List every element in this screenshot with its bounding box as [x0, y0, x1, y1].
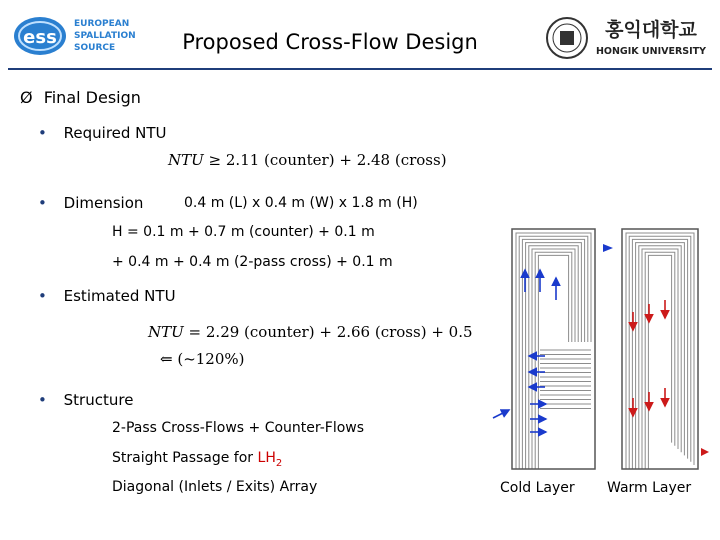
bullet-icon: • — [38, 194, 47, 212]
dimension-label: Dimension — [63, 194, 144, 212]
estimated-ntu-label: Estimated NTU — [63, 287, 176, 305]
arrow-bullet-icon: Ø — [20, 88, 33, 107]
ess-logo-line2: SPALLATION — [74, 31, 136, 41]
structure-line2-lh: LH — [257, 450, 276, 466]
warm-passage-line — [632, 239, 687, 469]
cold-layer-passages — [516, 233, 591, 469]
item-structure — [38, 391, 133, 409]
bullet-icon: • — [38, 391, 47, 409]
cold-layer-label: Cold Layer — [500, 480, 575, 496]
item-estimated-ntu — [38, 287, 176, 305]
warm-passage-line — [648, 255, 671, 469]
ntu-estimated-lhs: NTU — [148, 323, 184, 341]
cold-outlet-arrow — [603, 244, 613, 252]
height-breakdown-line2: + 0.4 m + 0.4 m (2-pass cross) + 0.1 m — [112, 254, 393, 270]
ess-logo-line3: SOURCE — [74, 43, 116, 53]
dimension-value: 0.4 m (L) x 0.4 m (W) x 1.8 m (H) — [184, 195, 418, 211]
section-heading — [20, 88, 141, 107]
required-ntu-label: Required NTU — [63, 124, 167, 142]
cold-passage-line — [529, 246, 578, 469]
hongik-seal-icon — [545, 14, 715, 62]
ess-logo-mark — [10, 14, 150, 58]
warm-passage-line — [636, 243, 685, 469]
structure-line3: Diagonal (Inlets / Exits) Array — [112, 479, 318, 495]
cold-passage-line — [538, 255, 568, 469]
hongik-logo-english: HONGIK UNIVERSITY — [595, 46, 707, 57]
structure-line2-prefix: Straight Passage for — [112, 450, 258, 466]
item-dimension — [38, 194, 143, 212]
structure-line2 — [112, 450, 282, 469]
warm-layer-passages — [626, 233, 694, 469]
bullet-icon: • — [38, 124, 47, 142]
warm-inlet-arrow — [701, 448, 709, 456]
ess-logo-letters: ess — [23, 27, 57, 48]
cold-layer-frame — [512, 229, 595, 469]
warm-passage-line — [642, 249, 678, 469]
blue-flow-arrow — [493, 410, 509, 418]
ntu-required-lhs: NTU — [168, 151, 204, 169]
ntu-required-rhs: ≥ 2.11 (counter) + 2.48 (cross) — [203, 151, 447, 169]
ess-logo-line1: EUROPEAN — [74, 19, 130, 29]
ntu-estimated-rhs: = 2.29 (counter) + 2.66 (cross) + 0.5 — [183, 323, 473, 341]
warm-passage-line — [645, 252, 675, 469]
bullet-icon: • — [38, 287, 47, 305]
cold-passage-line — [516, 233, 591, 469]
warm-layer-label: Warm Layer — [607, 480, 692, 496]
hongik-logo-korean: 홍익대학교 — [605, 19, 697, 41]
layer-diagram — [485, 222, 715, 477]
hongik-logo — [545, 14, 715, 62]
ess-logo — [10, 14, 150, 58]
height-breakdown-line1: H = 0.1 m + 0.7 m (counter) + 0.1 m — [112, 224, 375, 240]
header-divider — [8, 68, 712, 70]
structure-label: Structure — [63, 391, 134, 409]
section-heading-text: Final Design — [43, 88, 141, 107]
ntu-estimated-equation — [148, 323, 473, 341]
page-title: Proposed Cross-Flow Design — [182, 30, 478, 54]
structure-line2-subscript: 2 — [275, 457, 283, 469]
warm-passage-line — [626, 233, 694, 469]
cold-passage-line — [519, 236, 588, 469]
ntu-estimated-note: ⇐ (~120%) — [160, 350, 245, 368]
item-required-ntu — [38, 124, 167, 142]
warm-layer-frame — [622, 229, 698, 469]
ntu-required-equation — [168, 151, 447, 169]
structure-line1: 2-Pass Cross-Flows + Counter-Flows — [112, 420, 365, 436]
